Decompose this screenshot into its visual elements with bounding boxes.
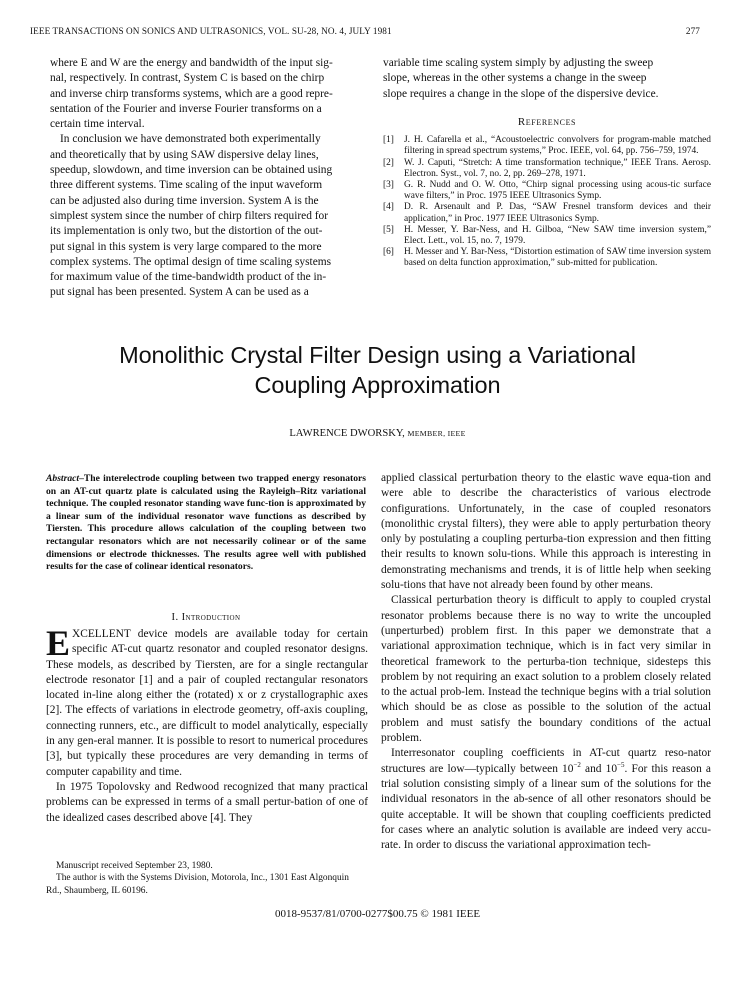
paragraph xyxy=(381,746,711,853)
text-line: variable time scaling system simply by adjusting the sweep xyxy=(383,57,654,69)
reference-number: [5] xyxy=(383,224,394,235)
text-line: its implementation is only two, but the distortion of the out- xyxy=(50,225,323,238)
paragraph-text: XCELLENT device models are available today for certain specific AT-cut quartz resonator and coupled resonator designs. These models, as described by Tiersten, are for a single rectangular electrode resonator [1] and a pair of coupled rectangular resonators located in-line along either the (rotated) x or z crystallographic axes [2]. The effects of variations in electrode geometry, off-axis coupling, connecting runners, etc., are difficult to model analytically, especially in any gen-eral manner. It is possible to resort to numerical procedures [3], but typically these procedures are very demanding in terms of computer capability and time. xyxy=(46,628,368,778)
page-number: 277 xyxy=(685,26,700,36)
text-line: sentation of the Fourier and inverse Fourier transforms on a xyxy=(50,102,322,115)
text-line: for maximum value of the time-bandwidth product of the in- xyxy=(50,271,327,284)
journal-title: IEEE TRANSACTIONS ON SONICS AND ULTRASONICS, VOL. SU-28, NO. 4, JULY 1981 xyxy=(30,26,392,36)
text-line: where E and W are the energy and bandwidth of the input sig- xyxy=(50,57,333,69)
reference-text: W. J. Caputi, “Stretch: A time transformation technique,” IEEE Trans. Aerosp. Electron. Syst., vol. 7, no. 2, pp. 269–278, 1971. xyxy=(404,157,711,179)
previous-article-right-column xyxy=(383,56,711,270)
reference-item xyxy=(383,135,711,157)
text-line: and inverse chirp transforms systems, which are a good repre- xyxy=(50,87,333,100)
text-line: put signal has been presented. System A can be used as a xyxy=(50,286,309,299)
text-line: nal, respectively. In contrast, System C is based on the chirp xyxy=(50,72,325,85)
text-line: slope, whereas in the other systems a change in the sweep xyxy=(383,72,647,85)
paragraph-text: Interresonator coupling coefficients in AT-cut quartz reso-nator structures are low—typically between 10 xyxy=(381,747,711,775)
drop-cap: E xyxy=(46,623,71,663)
paragraph: Classical perturbation theory is difficult to apply to coupled crystal resonator problems because there is no way to write the uncoupled (unperturbed) problem first. In this paper we demonstrate that a variational approximation technique, which is in fact very similar in theoretical framework to the perturba-tion technique, sidesteps this problem by not requiring an exact solution to a problem closely related to the actual prob-lem. Instead the technique begins with a trial solution which should be as close as possible to the solution of the actual problem and must satisfy the boundary conditions of the actual problem. xyxy=(381,594,711,745)
abstract-label: Abstract xyxy=(46,473,80,484)
references-heading: References xyxy=(517,115,577,128)
exponent: −5 xyxy=(617,760,625,769)
introduction-right-column xyxy=(381,471,711,853)
running-header xyxy=(30,26,700,40)
footnote-affiliation: The author is with the Systems Division, Motorola, Inc., 1301 East Algonquin Rd., Shaumberg, IL 60196. xyxy=(46,873,349,896)
author-name: LAWRENCE DWORSKY, xyxy=(289,428,405,439)
reference-number: [6] xyxy=(383,247,394,258)
reference-list xyxy=(383,135,711,269)
paragraph: applied classical perturbation theory to the elastic wave equa-tion and were able to describe the characteristics of various electrode configurations. Unfortunately, in the case of coupled resonators (monolithic crystal filters), they were able to apply perturbation theory only by postulating a coupling perturba-tion expression and then fitting their results to known solu-tions. While this approach is interesting in demonstrating mechanisms and trends, it is of little help when seeking solu-tions that have not already been found by other means. xyxy=(381,472,711,592)
paragraph-text: and 10 xyxy=(580,762,618,775)
reference-text: H. Messer and Y. Bar-Ness, “Distortion estimation of SAW time inversion system based on delta function approximation,” sub-mitted for publication. xyxy=(404,247,711,269)
paragraph: In 1975 Topolovsky and Redwood recognized that many practical problems can be expressed in terms of a small pertur-bation of one of the idealized cases described above [4]. They xyxy=(46,780,368,824)
reference-item xyxy=(383,158,711,180)
reference-text: H. Messer, Y. Bar-Ness, and H. Gilboa, “New SAW time inversion system,” Elect. Lett., vol. 15, no. 7, 1979. xyxy=(404,224,711,247)
reference-item xyxy=(383,202,711,224)
reference-item xyxy=(383,247,711,269)
text-line: slope requires a change in the slope of the dispersive device. xyxy=(383,87,659,100)
footnote-received: Manuscript received September 23, 1980. xyxy=(56,861,213,871)
text-line: put signal in this system is very large compared to the more xyxy=(50,240,322,253)
text-line: three different systems. Time scaling of the input waveform xyxy=(50,179,323,192)
text-line: and theoretically that by using SAW dispersive delay lines, xyxy=(50,148,319,161)
footnote xyxy=(46,860,366,897)
text-line: In conclusion we have demonstrated both experimentally xyxy=(60,133,321,146)
title-line-1: Monolithic Crystal Filter Design using a Variational xyxy=(119,342,636,368)
text-line: can be adjusted also during time inversion. System A is the xyxy=(50,194,319,207)
text-line: certain time interval. xyxy=(50,118,145,131)
reference-number: [1] xyxy=(383,135,394,146)
article-title xyxy=(40,340,715,400)
text-line: complex systems. The optimal design of time scaling systems xyxy=(50,255,332,268)
author-membership: MEMBER, IEEE xyxy=(407,429,466,438)
abstract-text: –The interelectrode coupling between two trapped energy resonators on an AT-cut quartz plate is calculated using the Rayleigh–Ritz variational technique. The coupled resonator standing wave func-tion is approximated by a linear sum of the individual resonator wave functions as described by Tiersten. This procedure allows calculation of the coupling between two rectangular resonators which are not necessarily colinear or of the same dimensions or electrode thicknesses. The results agree well with published results for the case of colinear identical resonators. xyxy=(46,473,366,573)
reference-text: D. R. Arsenault and P. Das, “SAW Fresnel transform devices and their application,” in Proc. 1977 IEEE Ultrasonics Symp. xyxy=(404,202,711,224)
abstract xyxy=(46,473,366,574)
section-heading-introduction: I. Introduction xyxy=(171,612,241,623)
previous-article-left-column xyxy=(50,56,372,301)
copyright-line: 0018-9537/81/0700-0277$00.75 © 1981 IEEE xyxy=(274,908,481,920)
text-line: simplest system since the number of chirp filters required for xyxy=(50,209,329,222)
text-line: speedup, slowdown, and time inversion can be obtained using xyxy=(50,164,333,177)
title-line-2: Coupling Approximation xyxy=(254,372,501,398)
exponent: −2 xyxy=(573,760,581,769)
introduction-left-column xyxy=(46,623,368,826)
paragraph-text: . For this reason a trial solution consisting simply of a linear sum of the solutions for the individual resonators in the ab-sence of all other resonators should be quite acceptable. It will be shown that coupling coefficients predicted for cases where an analytic solution is available are indeed very accu-rate. In order to discuss the variational approximation tech- xyxy=(381,762,711,852)
paragraph xyxy=(46,623,368,780)
author-byline xyxy=(40,428,715,439)
reference-text: G. R. Nudd and O. W. Otto, “Chirp signal processing using acous-tic surface wave filters,” in Proc. 1975 IEEE Ultrasonics Symp. xyxy=(404,180,711,202)
reference-item xyxy=(383,180,711,202)
reference-number: [2] xyxy=(383,157,394,168)
reference-text: J. H. Cafarella et al., “Acoustoelectric convolvers for program-mable matched filtering in spread spectrum systems,” Proc. IEEE, vol. 64, pp. 756–759, 1974. xyxy=(404,135,711,157)
reference-number: [3] xyxy=(383,180,394,190)
reference-item xyxy=(383,225,711,247)
reference-number: [4] xyxy=(383,202,394,213)
